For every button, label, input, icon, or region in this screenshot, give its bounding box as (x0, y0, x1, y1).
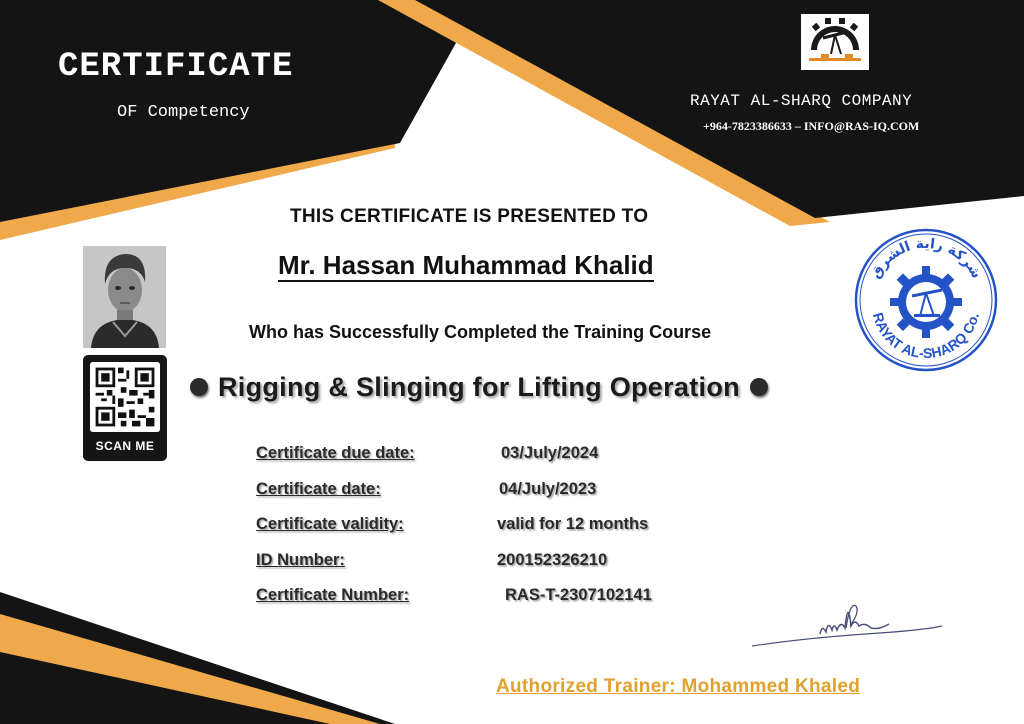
certificate-number-label: Certificate Number: (256, 586, 410, 604)
presented-to-heading: THIS CERTIFICATE IS PRESENTED TO (290, 206, 649, 227)
course-title: Rigging & Slinging for Lifting Operation (218, 371, 740, 402)
certificate-subtitle: OF Competency (117, 103, 250, 122)
certificate-date-value: 04/July/2023 (499, 480, 597, 498)
qr-code-pattern (90, 362, 160, 432)
certificate-title: CERTIFICATE (58, 48, 294, 86)
due-date-label: Certificate due date: (256, 444, 415, 462)
stamp-arabic-text: شركة راية الشرق (867, 235, 985, 282)
trainer-signature (746, 594, 946, 656)
company-stamp (852, 226, 1000, 374)
course-line (190, 367, 768, 407)
authorized-trainer: Authorized Trainer: Mohammed Khaled (496, 676, 861, 697)
validity-value: valid for 12 months (497, 515, 649, 533)
completion-statement: Who has Successfully Completed the Training Course (249, 322, 712, 342)
oil-pumpjack-gear-logo-icon (801, 14, 869, 70)
recipient-name: Mr. Hassan Muhammad Khalid (278, 250, 654, 280)
stamp-english-text: RAYAT AL-SHARQ Co. (869, 310, 982, 362)
validity-label: Certificate validity: (256, 515, 404, 533)
id-number-label: ID Number: (256, 551, 345, 569)
stamp-gear-icon (890, 266, 962, 338)
id-number-value: 200152326210 (497, 551, 608, 569)
recipient-photo (83, 246, 166, 348)
right-bullet-icon (750, 378, 768, 396)
certificate-number-value: RAS-T-2307102141 (505, 586, 652, 604)
certificate-date-label: Certificate date: (256, 480, 381, 498)
scan-me-label: SCAN ME (95, 439, 155, 453)
qr-code[interactable] (83, 355, 167, 461)
company-name: RAYAT AL-SHARQ COMPANY (690, 92, 913, 110)
company-contact: +964-7823386633 – INFO@RAS-IQ.COM (703, 119, 920, 133)
left-bullet-icon (190, 378, 208, 396)
due-date-value: 03/July/2024 (501, 444, 599, 462)
